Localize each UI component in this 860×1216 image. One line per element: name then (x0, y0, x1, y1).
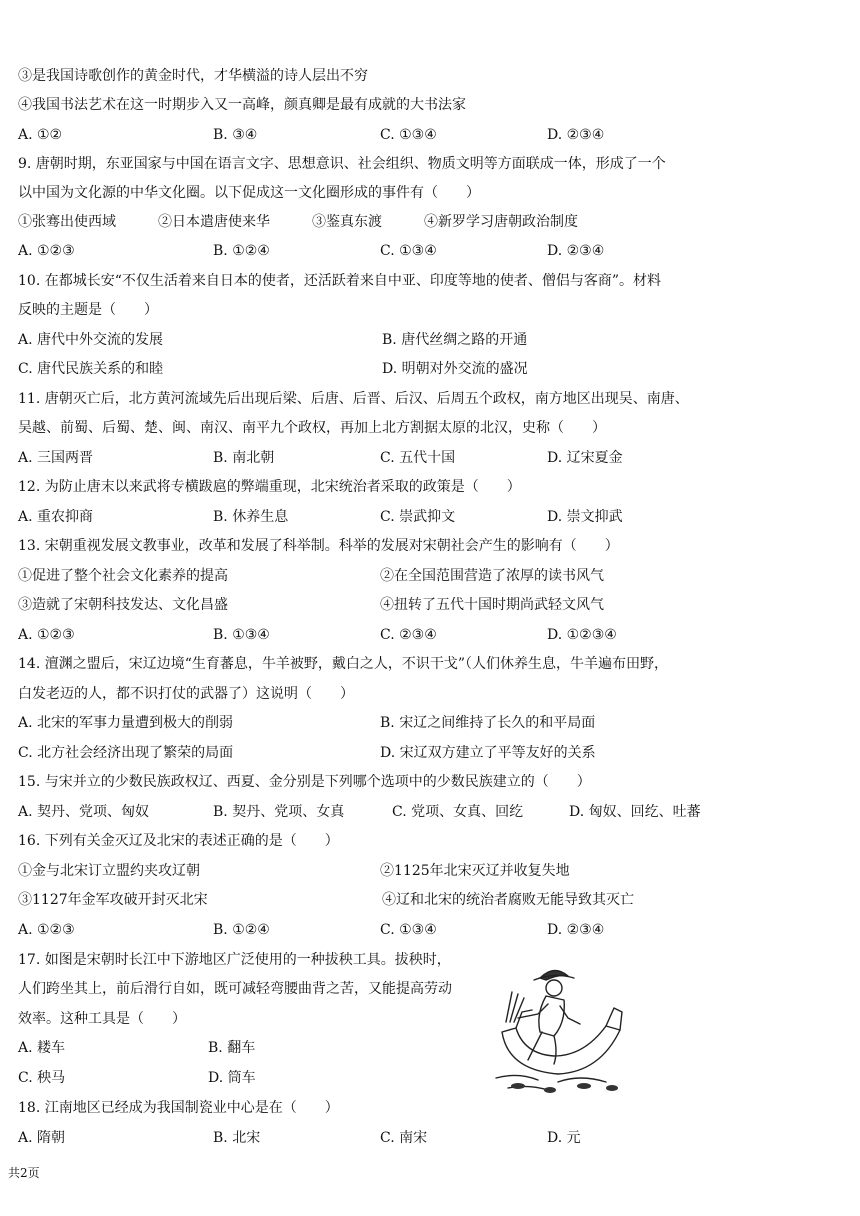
q16-option-d: D. ②③④ (547, 922, 605, 938)
q13-option-b: B. ①③④ (213, 627, 270, 643)
q13-option-c: C. ②③④ (380, 627, 437, 643)
q14-option-b: B. 宋辽之间维持了长久的和平局面 (380, 715, 596, 731)
q8-option-b: B. ③④ (213, 127, 258, 143)
q10-stem-line1: 10. 在都城长安“不仅生活着来自日本的使者，还活跃着来自中亚、印度等地的使者、僧侣与客商”。材料 (18, 273, 662, 289)
q13-option-a: A. ①②③ (18, 627, 75, 643)
q13-statement-4: ④扭转了五代十国时期尚武轻文风气 (380, 597, 604, 613)
q17-option-a: A. 耧车 (18, 1040, 66, 1056)
page-count: 共2页 (8, 1166, 40, 1180)
q9-stem-line1: 9. 唐朝时期，东亚国家与中国在语言文字、思想意识、社会组织、物质文明等方面联成一体，形成了一个 (18, 156, 666, 172)
q11-stem-line1: 11. 唐朝灭亡后，北方黄河流域先后出现后梁、后唐、后晋、后汉、后周五个政权，南方地区出现吴、南唐、 (18, 391, 689, 407)
q9-option-a: A. ①②③ (18, 243, 75, 259)
q18-option-c: C. 南宋 (380, 1130, 428, 1146)
q15-option-d: D. 匈奴、回纥、吐蕃 (569, 804, 701, 820)
q8-option-d: D. ②③④ (547, 127, 605, 143)
q12-option-a: A. 重农抑商 (18, 509, 94, 525)
q14-stem-line2: 白发老迈的人，都不识打仗的武器了）这说明（ ） (18, 686, 354, 702)
q12-option-d: D. 崇文抑武 (547, 509, 623, 525)
q10-stem-line2: 反映的主题是（ ） (18, 302, 158, 318)
q18-option-d: D. 元 (547, 1130, 581, 1146)
q9-statements: ①张骞出使西域 ②日本遣唐使来华 ③鉴真东渡 ④新罗学习唐朝政治制度 (18, 214, 578, 230)
q18-option-b: B. 北宋 (213, 1130, 261, 1146)
statement-3: ③是我国诗歌创作的黄金时代，才华横溢的诗人层出不穷 (18, 68, 368, 84)
q12-option-c: C. 崇武抑文 (380, 509, 456, 525)
q16-option-a: A. ①②③ (18, 922, 75, 938)
q16-statement-3: ③1127年金军攻破开封灭北宋 (18, 892, 208, 908)
q16-stem: 16. 下列有关金灭辽及北宋的表述正确的是（ ） (18, 833, 339, 849)
q11-stem-line2: 吴越、前蜀、后蜀、楚、闽、南汉、南平九个政权，再加上北方割据太原的北汉，史称（ ） (18, 420, 606, 436)
q18-option-a: A. 隋朝 (18, 1130, 66, 1146)
q17-option-d: D. 筒车 (208, 1070, 256, 1086)
statement-4: ④我国书法艺术在这一时期步入又一高峰，颜真卿是最有成就的大书法家 (18, 97, 466, 113)
q17-option-c: C. 秧马 (18, 1070, 66, 1086)
q16-option-c: C. ①③④ (380, 922, 437, 938)
q11-option-a: A. 三国两晋 (18, 450, 94, 466)
q9-stem-line2: 以中国为文化源的中华文化圈。以下促成这一文化圈形成的事件有（ ） (18, 185, 480, 201)
q11-option-d: D. 辽宋夏金 (547, 450, 623, 466)
q11-option-b: B. 南北朝 (213, 450, 275, 466)
q12-option-b: B. 休养生息 (213, 509, 289, 525)
q9-option-c: C. ①③④ (380, 243, 437, 259)
q18-stem: 18. 江南地区已经成为我国制瓷业中心是在（ ） (18, 1100, 339, 1116)
farmer-on-yangma-icon (488, 952, 638, 1097)
q17-option-b: B. 翻车 (208, 1040, 256, 1056)
q13-statement-2: ②在全国范围营造了浓厚的读书风气 (380, 568, 604, 584)
q17-stem-line1: 17. 如图是宋朝时长江中下游地区广泛使用的一种拔秧工具。拔秧时， (18, 952, 451, 968)
q15-option-c: C. 党项、女真、回纥 (392, 804, 524, 820)
q15-option-b: B. 契丹、党项、女真 (213, 804, 345, 820)
q10-option-b: B. 唐代丝绸之路的开通 (382, 332, 528, 348)
q13-statement-3: ③造就了宋朝科技发达、文化昌盛 (18, 597, 228, 613)
q14-option-d: D. 宋辽双方建立了平等友好的关系 (380, 745, 596, 761)
q16-statement-1: ①金与北宋订立盟约夹攻辽朝 (18, 863, 200, 879)
q12-stem: 12. 为防止唐末以来武将专横跋扈的弊端重现，北宋统治者采取的政策是（ ） (18, 479, 521, 495)
q11-option-c: C. 五代十国 (380, 450, 456, 466)
q10-option-c: C. 唐代民族关系的和睦 (18, 361, 164, 377)
q13-statement-1: ①促进了整个社会文化素养的提高 (18, 568, 228, 584)
q9-option-d: D. ②③④ (547, 243, 605, 259)
q14-option-a: A. 北宋的军事力量遭到极大的削弱 (18, 715, 234, 731)
q9-option-b: B. ①②④ (213, 243, 270, 259)
q14-option-c: C. 北方社会经济出现了繁荣的局面 (18, 745, 234, 761)
q16-statement-2: ②1125年北宋灭辽并收复失地 (380, 863, 570, 879)
q8-option-a: A. ①② (18, 127, 63, 143)
q17-stem-line3: 效率。这种工具是（ ） (18, 1011, 186, 1027)
q15-option-a: A. 契丹、党项、匈奴 (18, 804, 150, 820)
q14-stem-line1: 14. 澶渊之盟后，宋辽边境“生育蕃息，牛羊被野，戴白之人，不识干戈”（人们休养生息，牛羊遍布田野， (18, 656, 669, 672)
q8-option-c: C. ①③④ (380, 127, 437, 143)
q16-statement-4: ④辽和北宋的统治者腐败无能导致其灭亡 (382, 892, 634, 908)
q16-option-b: B. ①②④ (213, 922, 270, 938)
q10-option-d: D. 明朝对外交流的盛况 (382, 361, 528, 377)
q13-stem: 13. 宋朝重视发展文教事业，改革和发展了科举制。科举的发展对宋朝社会产生的影响有（ ） (18, 538, 619, 554)
q17-stem-line2: 人们跨坐其上，前后滑行自如，既可减轻弯腰曲背之苦，又能提高劳动 (18, 981, 452, 997)
q10-option-a: A. 唐代中外交流的发展 (18, 332, 164, 348)
q15-stem: 15. 与宋并立的少数民族政权辽、西夏、金分别是下列哪个选项中的少数民族建立的（ ） (18, 774, 591, 790)
q13-option-d: D. ①②③④ (547, 627, 617, 643)
